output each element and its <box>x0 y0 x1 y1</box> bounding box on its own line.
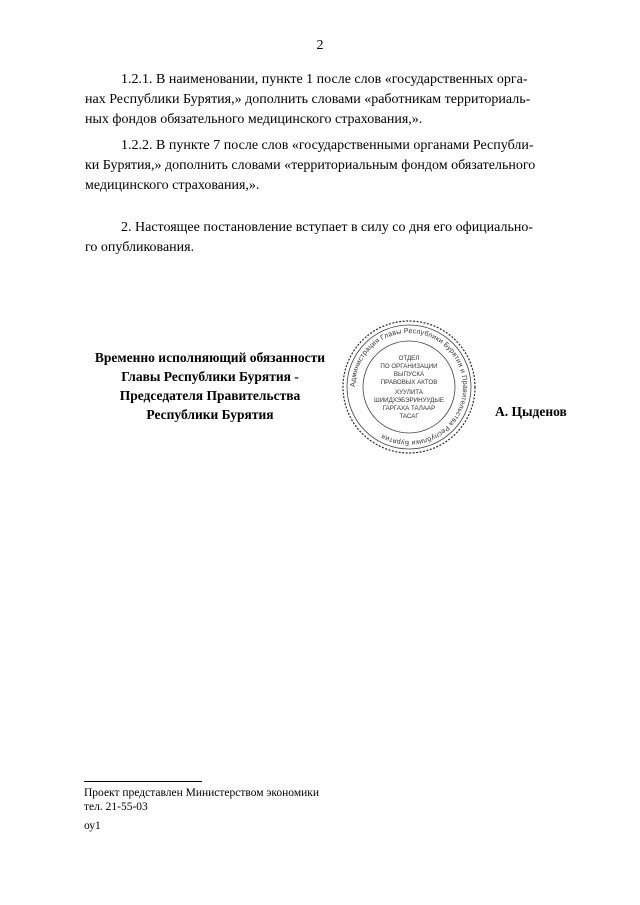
text-line: 1.2.2. В пункте 7 после слов «государственными органами Республи- <box>121 138 534 153</box>
seal-ring-text: Администрация Главы Республики Бурятия и Правительства Республики Бурятия <box>349 327 469 447</box>
text-line: ных фондов обязательного медицинского страхования,». <box>85 112 423 127</box>
position-line: Председателя Правительства <box>119 388 301 403</box>
svg-text:Администрация Главы Республики <box>350 328 468 446</box>
text-line: ки Бурятия,» дополнить словами «территориальным фондом обязательного <box>85 158 536 173</box>
text-line: медицинского страхования,». <box>85 178 260 193</box>
seal-center-line: ПО ОРГАНИЗАЦИИ <box>380 363 438 370</box>
paragraph-1-2-2 <box>85 136 573 196</box>
text-line: нах Республики Бурятия,» дополнить словами «работникам территориаль- <box>85 92 531 107</box>
position-line: Республики Бурятия <box>146 407 274 422</box>
official-seal <box>340 318 478 456</box>
paragraph-1-2-1 <box>85 70 573 130</box>
seal-center-line: ХУУЛИТА <box>395 389 423 396</box>
footer-code: оу1 <box>84 820 101 832</box>
seal-center-line: ВЫПУСКА <box>393 371 425 378</box>
seal-center-line: ПРАВОВЫХ АКТОВ <box>380 379 438 386</box>
seal-center-line: ГАРГАХА ТАЛААР <box>382 405 436 412</box>
paragraph-2 <box>85 218 573 258</box>
position-line: Главы Республики Бурятия - <box>121 369 299 384</box>
text-line: 2. Настоящее постановление вступает в силу со дня его официально- <box>121 220 534 235</box>
footer-project-note: Проект представлен Министерством экономики <box>84 787 320 799</box>
position-line: Временно исполняющий обязанности <box>94 350 326 365</box>
footer-phone: тел. 21-55-03 <box>84 801 148 813</box>
signatory-name: А. Цыденов <box>495 404 567 419</box>
text-line: го опубликования. <box>85 240 195 255</box>
seal-center-line: ТАСАГ <box>399 413 419 420</box>
text-line: 1.2.1. В наименовании, пункте 1 после слов «государственных орга- <box>121 72 528 87</box>
seal-center-line: ОТДЕЛ <box>398 355 420 362</box>
signatory-position <box>80 348 340 424</box>
page-number: 2 <box>316 38 324 53</box>
seal-center-line: ШИИДХЭБЭРИНУУДЫЕ <box>374 397 444 404</box>
footer-divider <box>84 781 202 782</box>
